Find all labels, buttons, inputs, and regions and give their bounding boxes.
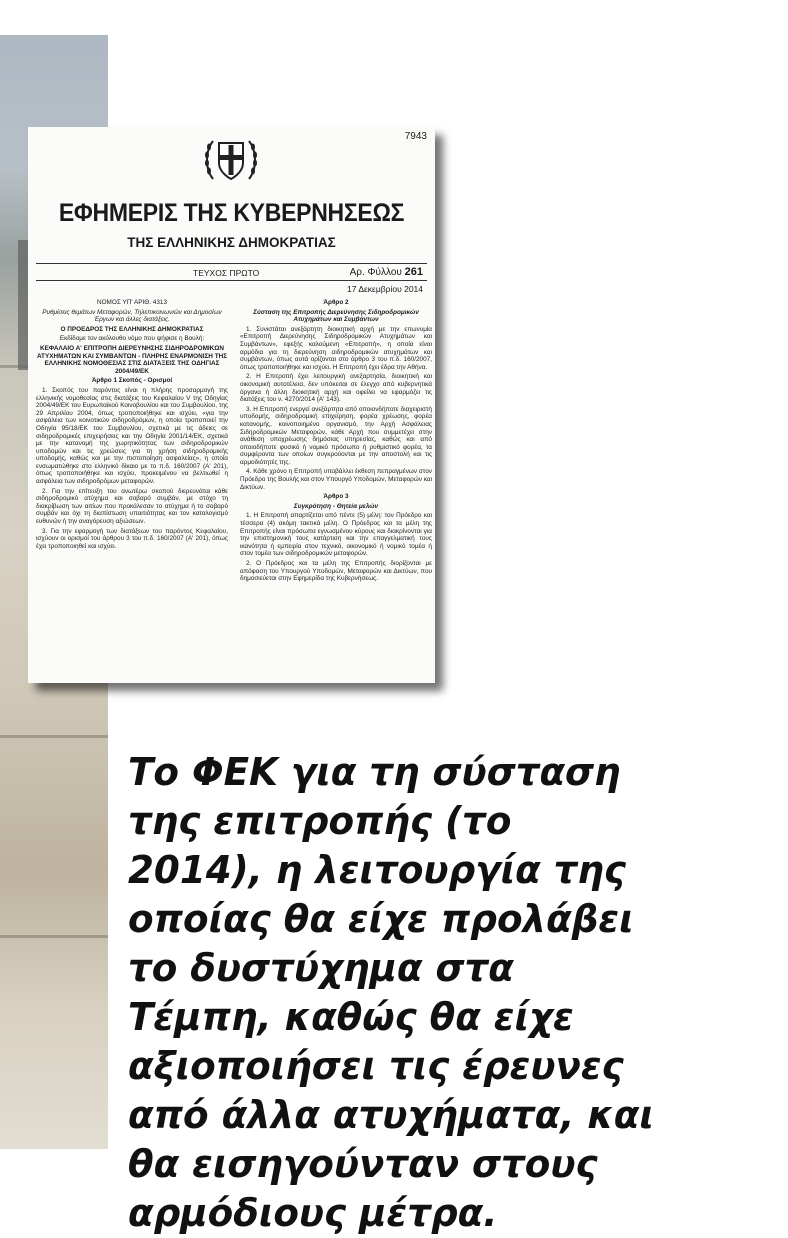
gazette-paragraph: Ο ΠΡΟΕΔΡΟΣ ΤΗΣ ΕΛΛΗΝΙΚΗΣ ΔΗΜΟΚΡΑΤΙΑΣ xyxy=(60,325,204,333)
gazette-paragraph: 1. Η Επιτροπή απαρτίζεται από πέντε (5) μέλη: τον Πρόεδρο και τέσσερα (4) ακόμη τακτικά μέλη. Ο Πρόεδρος και τα μέλη της Επιτροπής είναι πρόσωπα εγνωσμένου κύρους και διακρίνονται για την επιστημονική τους κατάρτιση και την επαγγελματική τους ικανότητα ή εμπειρία στον τεχνικό, οικονομικό ή νομικό τομέα ή στον τομέα των σιδηροδρομικών μεταφορών. xyxy=(240,512,432,558)
gazette-paragraph: ΝΟΜΟΣ ΥΠ' ΑΡΙΘ. 4313 xyxy=(96,299,168,306)
gazette-subtitle: ΤΗΣ ΕΛΛΗΝΙΚΗΣ ΔΗΜΟΚΡΑΤΙΑΣ xyxy=(127,235,336,250)
gazette-paragraph: 4. Κάθε χρόνο η Επιτροπή υποβάλλει έκθεση πεπραγμένων στον Πρόεδρο της Βουλής και στον Υπουργό Υποδομών, Μεταφορών και Δικτύων. xyxy=(240,468,432,491)
gazette-paragraph: Άρθρο 1 Σκοπός - Ορισμοί xyxy=(91,377,173,385)
left-column xyxy=(36,299,228,552)
gazette-paragraph: Άρθρο 3 xyxy=(323,493,349,501)
gazette-paragraph: Σύσταση της Επιτροπής Διερεύνησης Σιδηροδρομικών Ατυχημάτων και Συμβάντων xyxy=(253,308,419,324)
page-number: 7943 xyxy=(404,131,427,142)
divider xyxy=(36,263,427,264)
gazette-paragraph: 2. Ο Πρόεδρος και τα μέλη της Επιτροπής διορίζονται με απόφαση του Υπουργού Υποδομών, Μεταφορών και Δικτύων, που δημοσιεύεται στην Εφημερίδα της Κυβερνήσεως. xyxy=(240,560,432,583)
sheet-value: 261 xyxy=(404,266,423,278)
gazette-paragraph: 3. Η Επιτροπή ενεργεί ανεξάρτητα από οποιονδήποτε διαχειριστή υποδομής, σιδηροδρομική επιχείρηση, φορέα χρέωσης, φορέα κατανομής, κοινοποιημένο οργανισμό, την Αρχή Ασφάλειας Σιδηροδρομικών Μεταφορών, κάθε Αρχή που συμμετέχει στην ανάθεση υποχρέωσης δημόσιας υπηρεσίας, καθώς και από οποιοδήποτε φυσικό ή νομικό πρόσωπο ή ρυθμιστικό φορέα, τα συμφέροντα των οποίων συγκρούονται με την αποστολή και τις αρμοδιότητές της. xyxy=(240,405,432,466)
photo-post xyxy=(18,240,28,370)
gazette-paragraph: 1. Σκοπός του παρόντος είναι η πλήρης προσαρμογή της ελληνικής νομοθεσίας στις διατάξεις του Κεφαλαίου V της Οδηγίας 2004/49/ΕΚ του Ευρωπαϊκού Κοινοβουλίου και του Συμβουλίου, της 29 Απριλίου 2004, όπως τροποποιήθηκε και ισχύει, «για την ασφάλεια των κοινοτικών σιδηροδρόμων, η οποία τροποποιεί την Οδηγία 95/18/ΕΚ του Συμβουλίου, σχετικά με τις άδειες σε σιδηροδρομικές επιχειρήσεις και την Οδηγία 2001/14/ΕΚ, σχετικά με την κατανομή της χωρητικότητας των σιδηροδρομικών υποδομών και τις χρεώσεις για τη χρήση σιδηροδρομικής υποδομής, καθώς και με την πιστοποίηση ασφαλείας», η οποία ενσωματώθηκε στο ελληνικό δίκαιο με το π.δ. 160/2007 (Α' 201), όπως τροποποιήθηκε και ισχύει, προκειμένου να βελτιωθεί η ασφάλεια των σιδηροδρόμων μεταφορών. xyxy=(36,386,228,486)
gazette-title: ΕΦΗΜΕΡΙΣ ΤΗΣ ΚΥΒΕΡΝΗΣΕΩΣ xyxy=(58,199,405,227)
issue-label: ΤΕΥΧΟΣ ΠΡΩΤΟ xyxy=(193,268,260,278)
gazette-paragraph: Άρθρο 2 xyxy=(323,299,349,306)
gazette-paragraph: Συγκρότηση - Θητεία μελών xyxy=(293,502,379,510)
photo-rail xyxy=(0,935,108,938)
gazette-paragraph: ΚΕΦΑΛΑΙΟ Α' ΕΠΙΤΡΟΠΗ ΔΙΕΡΕΥΝΗΣΗΣ ΣΙΔΗΡΟΔΡΟΜΙΚΩΝ ΑΤΥΧΗΜΑΤΩΝ ΚΑΙ ΣΥΜΒΑΝΤΩΝ - ΠΛΗΡΗΣ ΕΝΑΡΜΟΝΙΣΗ ΤΗΣ ΕΛΛΗΝΙΚΗΣ ΝΟΜΟΘΕΣΙΑΣ ΣΤΙΣ ΔΙΑΤΑΞΕΙΣ ΤΗΣ ΟΔΗΓΙΑΣ 2004/49/ΕΚ xyxy=(36,344,228,375)
gazette-page xyxy=(28,127,435,683)
caption: Το ΦΕΚ για τη σύσταση της επιτροπής (το 2014), η λειτουργία της οποίας θα είχε προλάβει το δυστύχημα στα Τέμπη, καθώς θα είχε αξιοποιήσει τις έρευνες από άλλα ατυχήματα, και θα εισηγούνταν στους αρμόδιους μέτρα. xyxy=(128,750,654,1235)
gazette-paragraph: 3. Για την εφαρμογή των διατάξεων του παρόντος Κεφαλαίου, ισχύουν οι ορισμοί του άρθρου 3 του π.δ. 160/2007 (Α' 201), όπως έχει τροποποιηθεί και ισχύει. xyxy=(36,527,228,550)
photo-rail xyxy=(0,735,108,738)
gazette-paragraph: 2. Για την επίτευξη του ανωτέρω σκοπού διερευνάται κάθε σιδηροδρομικό ατύχημα και σοβαρό συμβάν, με στόχο τη διακρίβωση των αιτίων που προκάλεσαν το ατύχημα ή το σοβαρό συμβάν και όχι τη διαπίστωση υπαιτιότητας και τον καταλογισμό ευθυνών ή την αναγόρευση αξιώσεων. xyxy=(36,487,228,526)
issue-date: 17 Δεκεμβρίου 2014 xyxy=(346,284,423,294)
gazette-paragraph: 1. Συνιστάται ανεξάρτητη διοικητική αρχή με την επωνυμία «Επιτροπή Διερεύνησης Σιδηροδρομικών Ατυχημάτων και Συμβάντων», εφεξής καλούμενη «Επιτροπή», η οποία είναι αρμόδια για τη διερεύνηση σιδηροδρομικών ατυχημάτων και συμβάντων, όπως αυτά ορίζονται στο άρθρο 3 του π.δ. 160/2007, όπως τροποποιήθηκε και ισχύει. Η Επιτροπή έχει έδρα την Αθήνα. xyxy=(240,325,432,371)
divider xyxy=(36,280,427,281)
gazette-paragraph: 2. Η Επιτροπή έχει λειτουργική ανεξαρτησία, διοικητική και οικονομική αυτοτέλεια, δεν υπόκειται σε έλεγχο από κυβερνητικά όργανα ή άλλη διοικητική αρχή και οφείλει να εφαρμόζει τις διατάξεις του ν. 4270/2014 (Α' 143). xyxy=(240,373,432,404)
sheet-number xyxy=(350,266,423,278)
right-column xyxy=(240,299,432,585)
gazette-paragraph: Ρυθμίσεις θεμάτων Μεταφορών, Τηλεπικοινωνιών και Δημοσίων Έργων και άλλες διατάξεις. xyxy=(42,308,222,324)
gazette-paragraph: Εκδίδομε τον ακόλουθο νόμο που ψήφισε η Βουλή: xyxy=(59,335,205,343)
coat-of-arms-icon xyxy=(203,133,259,189)
sheet-label: Αρ. Φύλλου xyxy=(349,267,402,278)
